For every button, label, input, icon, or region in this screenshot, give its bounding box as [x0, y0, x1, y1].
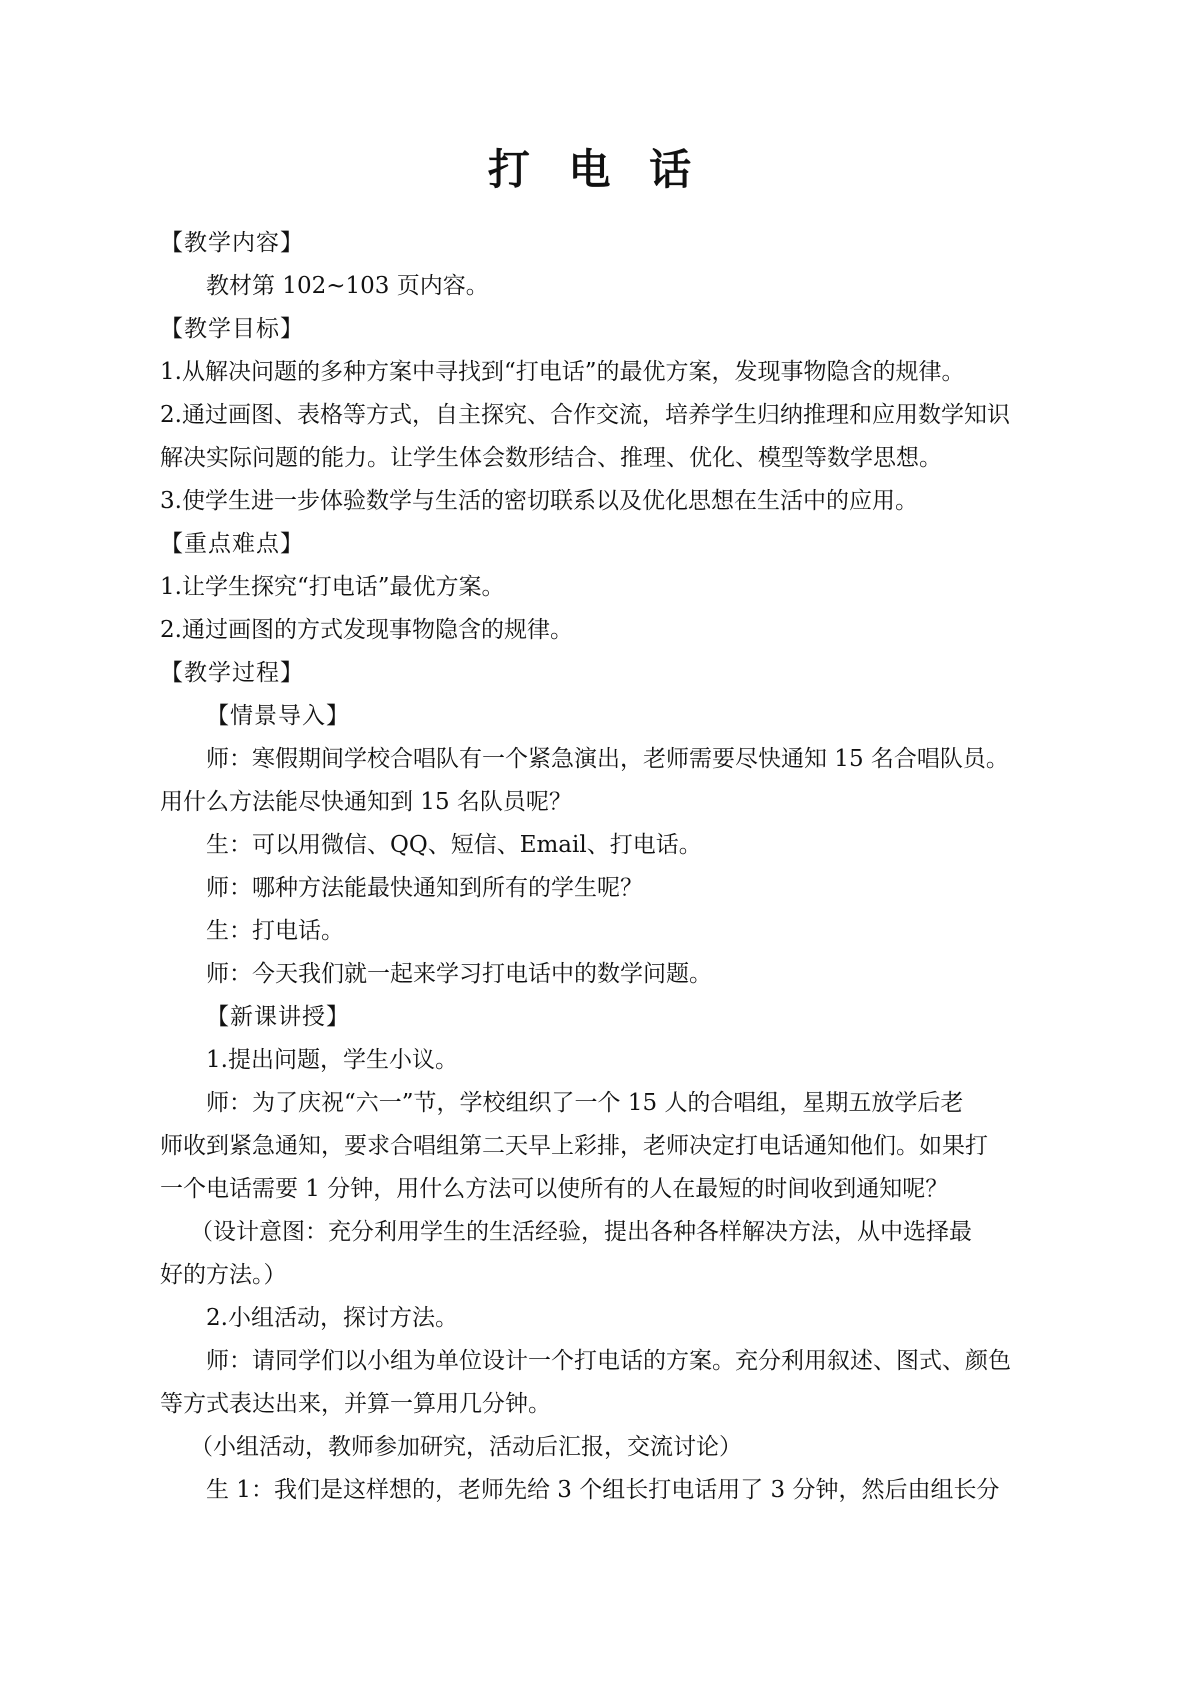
paragraph-line: 1.让学生探究“打电话”最优方案。 — [160, 574, 505, 600]
paragraph-line: 2.小组活动，探讨方法。 — [206, 1305, 458, 1331]
paragraph-line: 1.从解决问题的多种方案中寻找到“打电话”的最优方案，发现事物隐含的规律。 — [160, 359, 965, 385]
paragraph-line: 一个电话需要 1 分钟，用什么方法可以使所有的人在最短的时间收到通知呢？ — [160, 1176, 949, 1202]
paragraph-line: 师：请同学们以小组为单位设计一个打电话的方案。充分利用叙述、图式、颜色 — [206, 1348, 1011, 1374]
paragraph-line: 师：今天我们就一起来学习打电话中的数学问题。 — [206, 961, 712, 987]
paragraph-line: 生：可以用微信、QQ、短信、Email、打电话。 — [206, 832, 702, 858]
section-heading: 【教学内容】 — [160, 230, 304, 256]
paragraph-line: 用什么方法能尽快通知到 15 名队员呢？ — [160, 789, 572, 815]
section-heading: 【重点难点】 — [160, 531, 304, 557]
document-body — [160, 222, 1040, 1512]
section-heading: 【教学目标】 — [160, 316, 304, 342]
paragraph-line: 师：哪种方法能最快通知到所有的学生呢？ — [206, 875, 643, 901]
paragraph-line: 2.通过画图的方式发现事物隐含的规律。 — [160, 617, 573, 643]
section-heading: 【教学过程】 — [160, 660, 304, 686]
paragraph-line: 生：打电话。 — [206, 918, 344, 944]
paragraph-line: 1.提出问题，学生小议。 — [206, 1047, 458, 1073]
section-heading: 【情景导入】 — [206, 703, 350, 729]
document-title: 打 电 话 — [487, 145, 704, 194]
paragraph-line: 教材第 102~103 页内容。 — [206, 273, 489, 299]
paragraph-line: 等方式表达出来，并算一算用几分钟。 — [160, 1391, 551, 1417]
paragraph-line: 3.使学生进一步体验数学与生活的密切联系以及优化思想在生活中的应用。 — [160, 488, 918, 514]
paragraph-line: 2.通过画图、表格等方式，自主探究、合作交流，培养学生归纳推理和应用数学知识 — [160, 402, 1010, 428]
paragraph-line: 好的方法。） — [160, 1262, 287, 1288]
paragraph-line: 师收到紧急通知，要求合唱组第二天早上彩排，老师决定打电话通知他们。如果打 — [160, 1133, 988, 1159]
section-heading: 【新课讲授】 — [206, 1004, 350, 1030]
paragraph-line: 师：为了庆祝“六一”节，学校组织了一个 15 人的合唱组，星期五放学后老 — [206, 1090, 964, 1116]
paragraph-line: 师：寒假期间学校合唱队有一个紧急演出，老师需要尽快通知 15 名合唱队员。 — [206, 746, 1009, 772]
paragraph-line: 生 1：我们是这样想的，老师先给 3 个组长打电话用了 3 分钟，然后由组长分 — [206, 1477, 1000, 1503]
paragraph-line: （设计意图：充分利用学生的生活经验，提出各种各样解决方法，从中选择最 — [190, 1219, 972, 1245]
paragraph-line: 解决实际问题的能力。让学生体会数形结合、推理、优化、模型等数学思想。 — [160, 445, 942, 471]
paragraph-line: （小组活动，教师参加研究，活动后汇报，交流讨论） — [190, 1434, 742, 1460]
